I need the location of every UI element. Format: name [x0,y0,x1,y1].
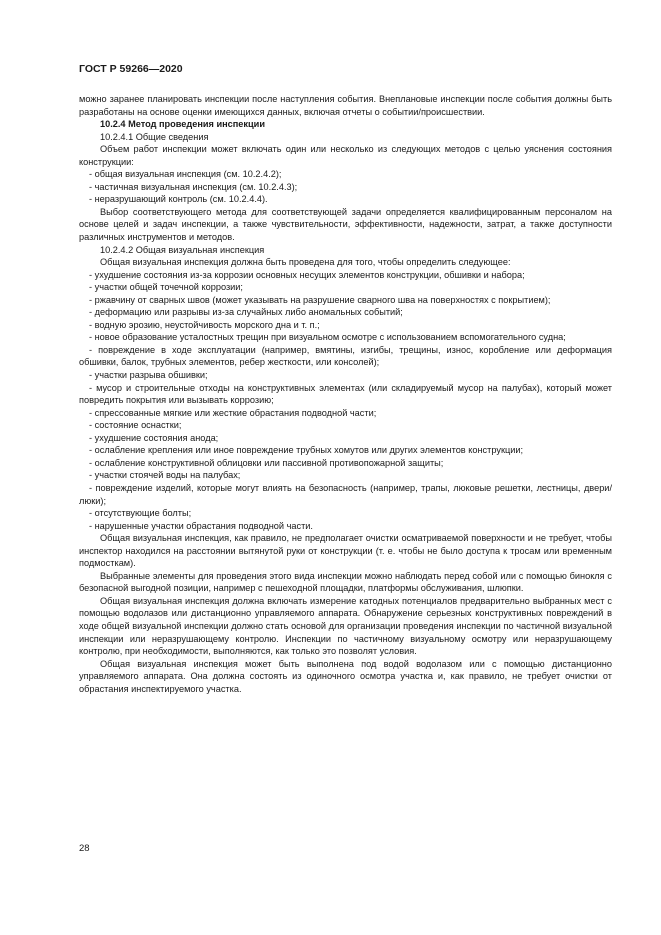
page-number: 28 [79,843,90,854]
body-paragraph: Общая визуальная инспекция, как правило, не предполагает очистки осматриваемой поверхности и не требует, чтобы инспектор находился на расстоянии вытянутой руки от конструкции (т. е. чтобы не было доступа к тросам или временным подмосткам). [79,533,612,569]
body-paragraph: Выбранные элементы для проведения этого вида инспекции можно наблюдать перед собой или с помощью бинокля с безопасной выгодной позиции, например с пешеходной площадки, платформы обслуживания, шлюпки. [79,570,612,594]
list-item: - ухудшение состояния анода; [89,432,219,443]
body-paragraph: Общая визуальная инспекция должна включать измерение катодных потенциалов предварительно выбранных мест с помощью водолазов или дистанционно управляемого аппарата. Обнаружение серьезных конструктивных повреждений в ходе общей визуальной инспекции должно стать основой для организации проведения инспекции по частичной визуальной инспекции или неразрушающему контролю. Инспекции по частичному визуальному осмотру или неразрушающему контролю, при необходимости, выполняются, как только это позволят условия. [79,595,612,657]
document-header: ГОСТ Р 59266—2020 [79,63,183,75]
list-item: - участки стоячей воды на палубах; [89,470,241,481]
list-item: - ухудшение состояния из-за коррозии основных несущих элементов конструкции, обшивки и набора; [89,269,525,280]
list-item: - участки общей точечной коррозии; [89,282,243,293]
list-item: - мусор и строительные отходы на конструктивных элементах (или складируемый мусор на палубах), который может повредить покрытия или вызывать коррозию; [79,382,612,406]
subsection-heading-visual: 10.2.4.2 Общая визуальная инспекция [100,244,265,255]
list-item: - водную эрозию, неустойчивость морского дна и т. п.; [89,319,320,330]
list-item: - нарушенные участки обрастания подводной части. [89,520,313,531]
intro-paragraph: можно заранее планировать инспекции после наступления события. Внеплановые инспекции после события должны быть разработаны на основе оценки имеющихся данных, включая отчеты о событии/происшествии. [79,94,612,117]
visual-intro-paragraph: Общая визуальная инспекция должна быть проведена для того, чтобы определить следующее: [100,257,511,268]
list-item: - ржавчину от сварных швов (может указывать на разрушение сварного шва на поверхностях с покрытием); [89,294,551,305]
list-item: - общая визуальная инспекция (см. 10.2.4.2); [89,169,282,180]
subsection-heading-general: 10.2.4.1 Общие сведения [100,131,209,142]
list-item: - частичная визуальная инспекция (см. 10.2.4.3); [89,181,298,192]
document-body [79,93,612,695]
methods-list [79,168,612,206]
list-item: - повреждение изделий, которые могут влиять на безопасность (например, трапы, люковые решетки, лестницы, двери/люки); [79,482,612,506]
list-item: - деформацию или разрывы из-за случайных либо аномальных событий; [89,307,403,318]
list-item: - участки разрыва обшивки; [89,370,208,381]
list-item: - отсутствующие болты; [89,508,192,519]
method-selection-paragraph: Выбор соответствующего метода для соответствующей задачи определяется квалифицированным персоналом на основе целей и задач инспекции, а также чувствительности, эффективности, надежности, затрат, а также доступности различных инструментов и методов. [79,206,612,243]
list-item: - состояние оснастки; [89,420,182,431]
methods-intro-paragraph: Объем работ инспекции может включать один или несколько из следующих методов с целью уяснения состояния конструкции: [79,144,612,167]
list-item: - ослабление конструктивной облицовки или пассивной противопожарной защиты; [89,457,444,468]
defects-list [79,269,612,532]
section-heading: 10.2.4 Метод проведения инспекции [100,119,265,130]
list-item: - повреждение в ходе эксплуатации (например, вмятины, изгибы, трещины, износ, коробление или деформация обшивки, балок, трубных элементов, ребер жесткости, или консолей); [79,344,612,368]
list-item: - неразрушающий контроль (см. 10.2.4.4). [89,194,268,205]
body-paragraph: Общая визуальная инспекция может быть выполнена под водой водолазом или с помощью дистанционно управляемого аппарата. Она должна состоять из одиночного осмотра участка и, как правило, не требует очистки от обрастания инспектируемого участка. [79,658,612,694]
list-item: - спрессованные мягкие или жесткие обрастания подводной части; [89,407,377,418]
list-item: - ослабление крепления или иное повреждение трубных хомутов или других элементов конструкции; [89,445,524,456]
list-item: - новое образование усталостных трещин при визуальном осмотре с использованием вспомогательного судна; [89,332,566,343]
